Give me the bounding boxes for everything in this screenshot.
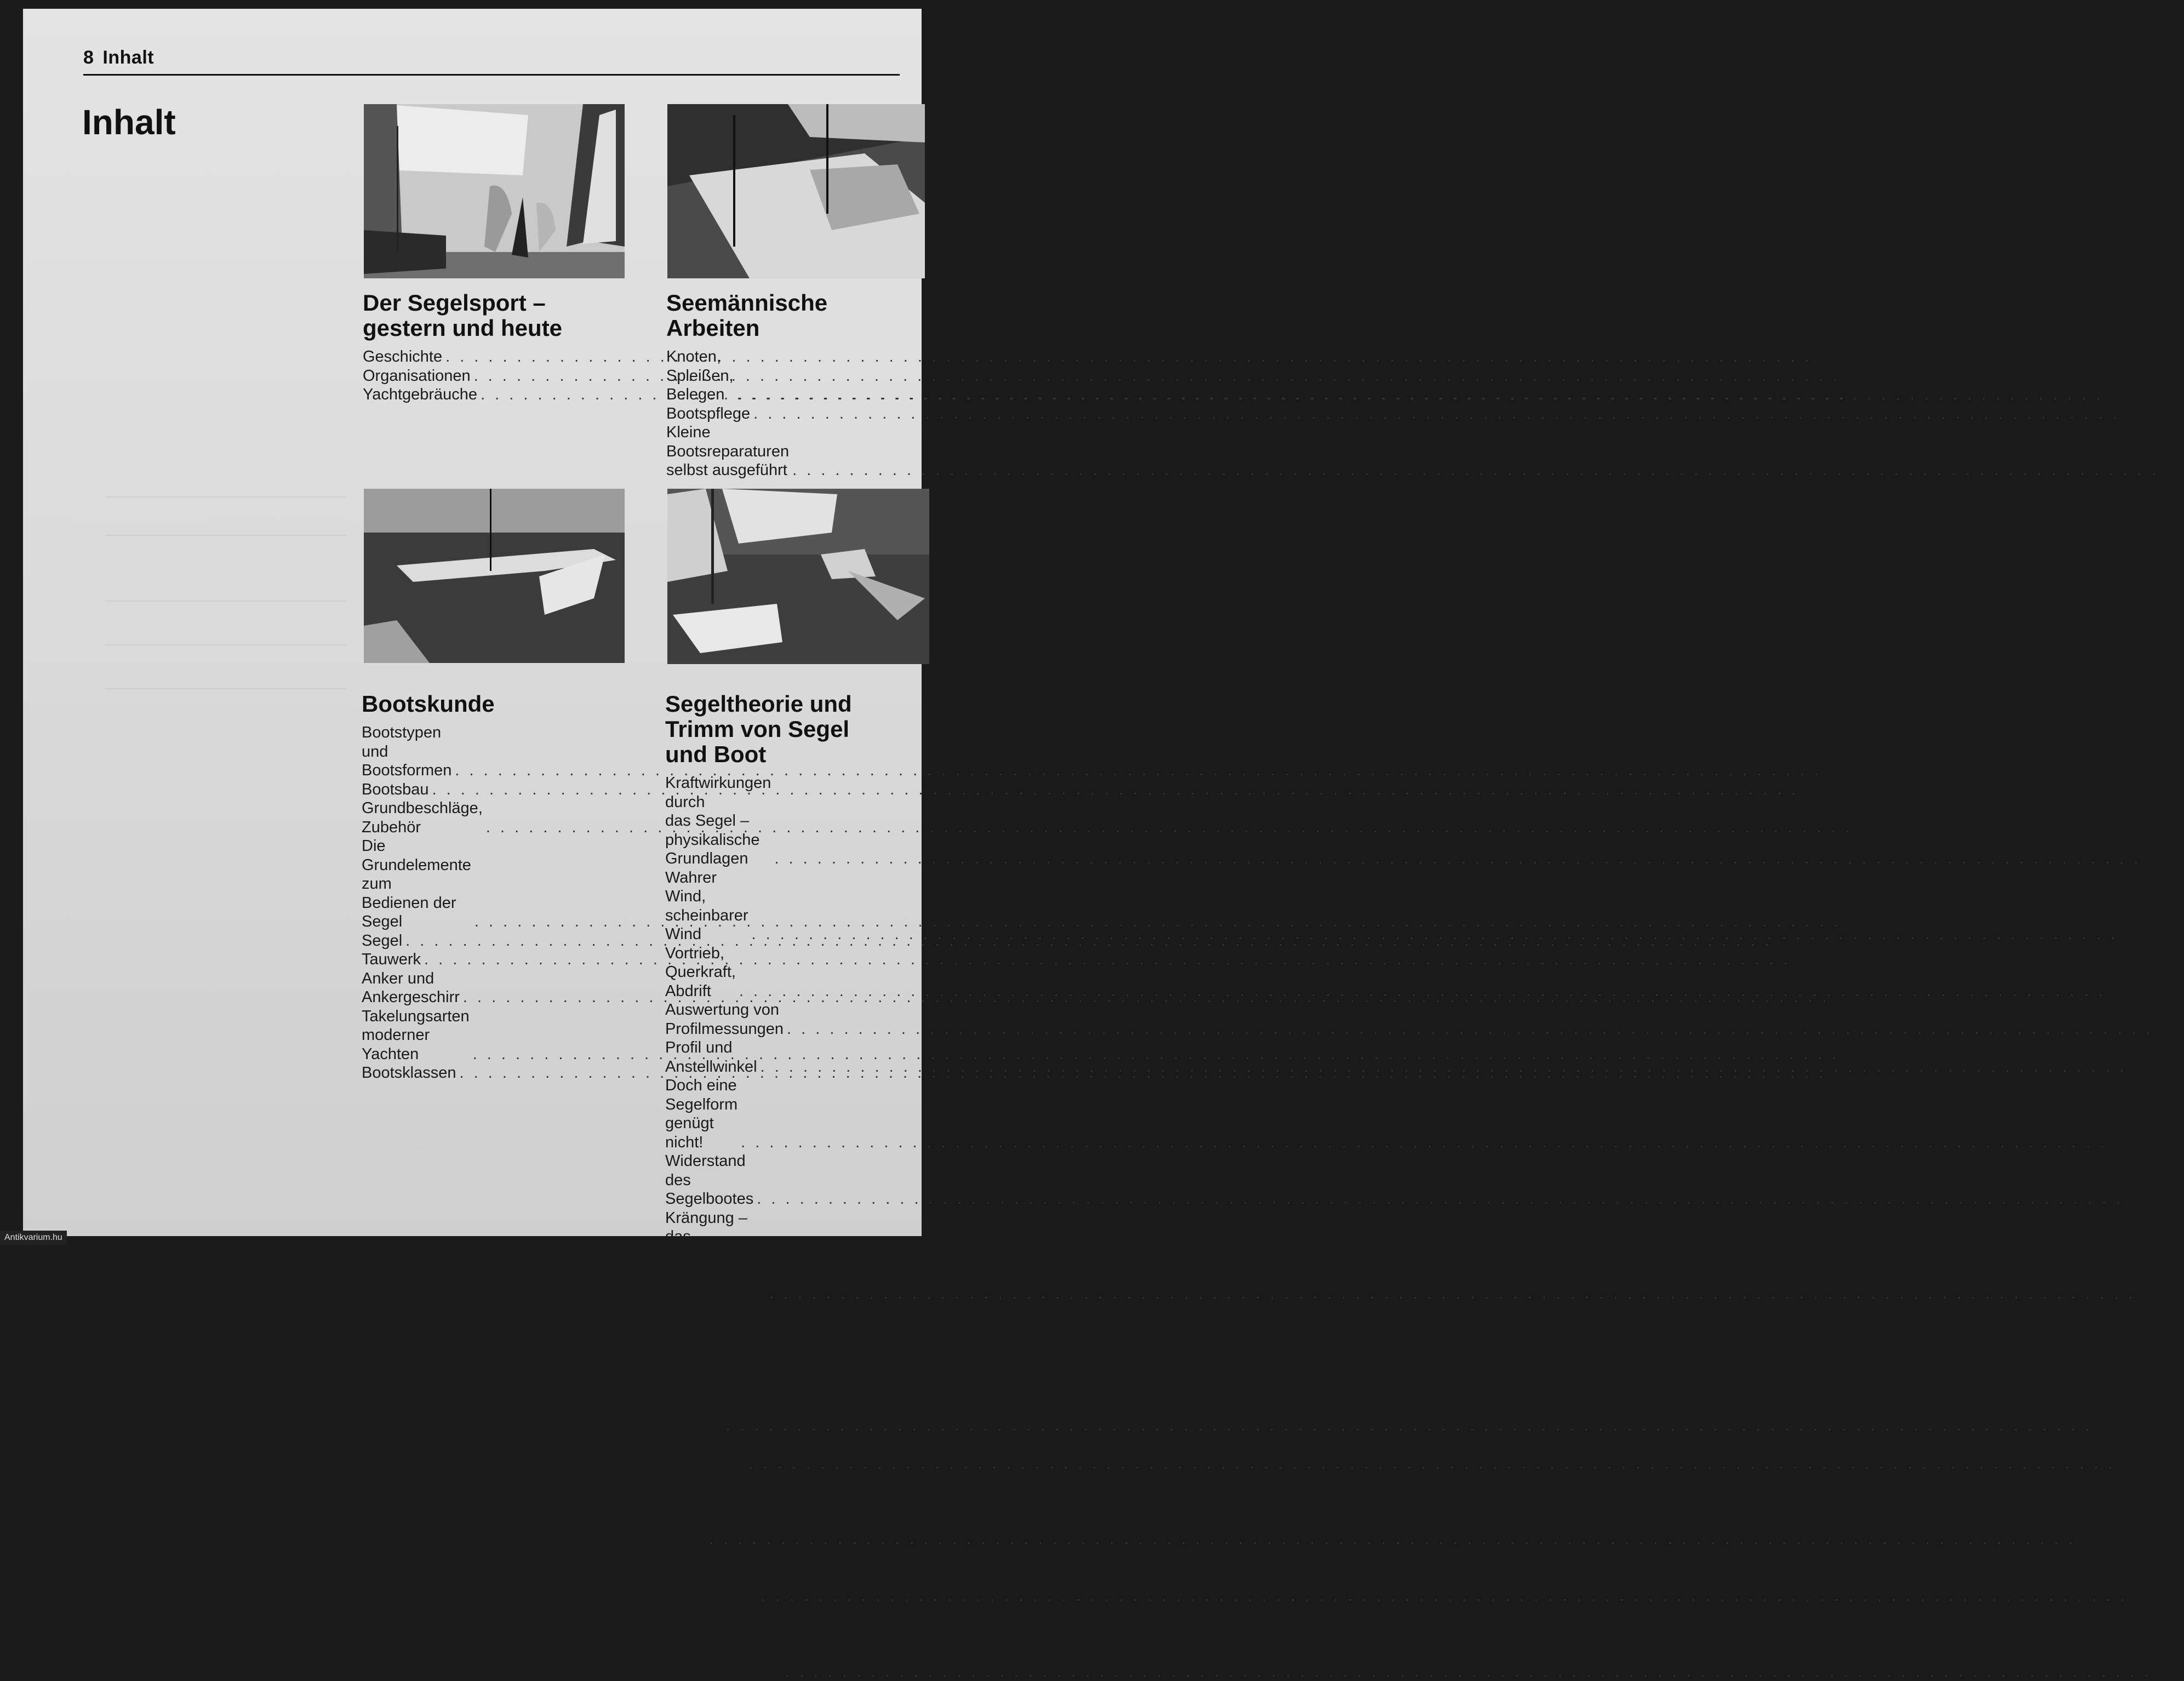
dot-leader [424, 950, 1791, 969]
toc-entry-title: Takelungsarten moderner Yachten [362, 1007, 470, 1064]
toc-entry-page: 92 [2111, 1133, 2132, 1152]
dot-leader [753, 404, 2120, 424]
toc-entry-page: 39 [1844, 912, 1866, 931]
dot-leader [741, 1133, 2107, 1152]
toc-entry-page: 12 [1815, 347, 1837, 367]
toc-entry-page: 65 [1843, 1045, 1865, 1064]
show-through-text [105, 496, 346, 498]
toc-entry-title: Bootsklassen [362, 1064, 456, 1083]
dot-leader [739, 982, 2106, 1001]
toc-entry-page: 37 [1856, 818, 1878, 837]
toc-entry-title: Organisationen [363, 367, 471, 386]
toc-entry[interactable] [666, 423, 927, 480]
toc-entry-page: 91 [2130, 1057, 2152, 1077]
toc-entry-page: 95 [2139, 1284, 2161, 1303]
toc-entry[interactable] [362, 1007, 625, 1064]
toc-entry[interactable] [362, 950, 625, 969]
toc-entry[interactable] [362, 969, 625, 1007]
toc-entry-page: 76 [2106, 385, 2128, 404]
dot-leader [757, 1190, 2123, 1209]
dot-leader [726, 1416, 2092, 1436]
page-title: Inhalt [82, 102, 176, 142]
toc-entry-page: 96 [2119, 1454, 2141, 1473]
page-number: 8 [83, 47, 94, 68]
toc-entry-title: Bootspflege [666, 404, 750, 424]
toc-entry-title: Bootstypen und Bootsformen [362, 723, 451, 780]
toc-entry[interactable] [362, 931, 625, 951]
header-rule [83, 74, 900, 76]
toc-entry-page: 26 [1850, 385, 1872, 404]
toc-entry[interactable] [665, 1436, 926, 1473]
toc-entry-page: 88 [2144, 849, 2166, 868]
section-heading-text: Seemännische Arbeiten [666, 290, 827, 341]
dinghy-racing-photo [667, 489, 929, 664]
section-segeltheorie [665, 691, 926, 1681]
toc-entry-title: Wahrer Wind, scheinbarer Wind [665, 868, 748, 944]
toc-entry-page: 32 [1802, 780, 1823, 799]
section-heading-text: Bootskunde [362, 691, 495, 717]
toc-entry[interactable] [665, 1038, 926, 1076]
toc-entry[interactable] [665, 944, 926, 1001]
dot-leader [774, 849, 2141, 868]
running-head [83, 47, 154, 68]
toc-entry[interactable] [665, 868, 926, 944]
toc-entry-title: Der Blick fürs Segel [665, 1473, 706, 1549]
dot-leader [769, 1284, 2136, 1303]
toc-entry-title: Die Grundelemente zum Bedienen der Segel [362, 837, 471, 931]
toc-entry[interactable] [665, 1303, 926, 1436]
toc-entry-title: Tauwerk [362, 950, 421, 969]
toc-entry[interactable] [665, 1605, 926, 1681]
toc-entry-title: Widerstand des Segelbootes [665, 1152, 753, 1209]
dot-leader [455, 761, 1821, 780]
toc-entry[interactable] [363, 347, 626, 367]
dot-leader [749, 1454, 2116, 1473]
toc-entry-title: Mittel zum Segeltrimm [665, 1436, 746, 1473]
sailing-yachts-photo [364, 104, 625, 278]
toc-entry-page: 96 [2096, 1416, 2118, 1436]
toc-entry-title: Bootsbau [362, 780, 429, 799]
show-through-text [105, 688, 346, 689]
toc-entry[interactable] [362, 780, 625, 799]
toc-entry-title: Doch eine Segelform genügt nicht! [665, 1076, 737, 1152]
dot-leader [761, 1587, 2128, 1606]
toc-entry-title: Anker und Ankergeschirr [362, 969, 460, 1007]
running-title: Inhalt [102, 47, 154, 68]
section-seemaennische-arbeiten [666, 290, 927, 480]
toc-entry-page: 83 [2162, 461, 2184, 480]
toc-entry[interactable] [362, 799, 625, 837]
toc-entry-title: Knoten, Spleißen, Belegen [666, 347, 734, 404]
toc-entry[interactable] [362, 837, 625, 931]
toc-entry-title: Profil und Anstellwinkel [665, 1038, 757, 1076]
toc-entry[interactable] [665, 1000, 926, 1038]
toc-entry[interactable] [665, 1473, 926, 1549]
dot-leader [761, 1057, 2127, 1077]
show-through-text [105, 535, 346, 536]
toc-entry-page: 47 [1775, 931, 1797, 951]
toc-entry-page: 90 [2157, 1020, 2179, 1039]
toc-entry[interactable] [666, 347, 927, 404]
dot-leader [752, 925, 2118, 944]
book-page [23, 9, 922, 1236]
toc-entry[interactable] [362, 723, 625, 780]
section-heading [666, 290, 927, 341]
toc-entry[interactable] [665, 1209, 926, 1303]
dot-leader [445, 347, 1812, 367]
toc-entry[interactable] [666, 404, 927, 424]
dot-leader [737, 385, 2103, 404]
toc-entry[interactable] [362, 1064, 625, 1083]
dot-leader [787, 1020, 2153, 1039]
show-through-text [105, 644, 346, 645]
toc-entry[interactable] [665, 1076, 926, 1152]
toc-entry-page: 98 [2079, 1530, 2101, 1549]
toc-entry-title: Segeltechnische Vorbereitung des Regattaseglers [665, 1605, 782, 1681]
toc-entry[interactable] [665, 774, 926, 868]
section-heading-text: Segeltheorie und Trimm von Segel und Boot [665, 691, 852, 767]
toc-entry[interactable] [665, 1549, 926, 1606]
watermark: Antikvarium.hu [0, 1231, 67, 1245]
yacht-deck-photo [667, 104, 925, 278]
toc-entry-title: Profil von Schwert bzw. Kiel und Ruder [665, 1303, 723, 1436]
section-heading [362, 691, 625, 717]
toc-entry-page: 99 [2131, 1587, 2153, 1606]
toc-entry[interactable] [363, 367, 626, 386]
section-heading [665, 691, 926, 767]
toc-entry-page: 66 [1829, 1064, 1851, 1083]
toc-entry-page: 89 [2121, 925, 2143, 944]
toc-entry-title: Geschichte [363, 347, 442, 367]
dot-leader [792, 461, 2159, 480]
dot-leader [432, 780, 1799, 799]
toc-entry-title: Kleine Bootsreparaturen selbst ausgeführt [666, 423, 789, 480]
toc-entry-title: Grundbeschläge, Zubehör [362, 799, 483, 837]
section-bootskunde [362, 691, 625, 1083]
toc-entry-page: 61 [1794, 950, 1816, 969]
toc-entry-title: Auswertung von Profilmessungen [665, 1000, 784, 1038]
dot-leader [709, 1530, 2076, 1549]
toc-entry-title: Vortrieb, Querkraft, Abdrift [665, 944, 736, 1001]
toc-entry-page: 78 [2123, 404, 2145, 424]
toc-entry-title: Bewegungen – erwünscht oder nicht? [665, 1549, 758, 1606]
toc-entry-page: 92 [2126, 1190, 2148, 1209]
toc-entry-page: 89 [2109, 982, 2131, 1001]
toc-entry-page: 99 [2155, 1662, 2177, 1681]
trimaran-harbor-photo [364, 489, 625, 663]
toc-entry-page: 24 [1844, 367, 1866, 386]
toc-entry-title: Krängung – das Gleichgewicht der Drehmomente [665, 1209, 766, 1303]
sailing-yachts-spinnaker-photo [364, 104, 625, 278]
section-heading [363, 290, 626, 341]
dot-leader [785, 1662, 2152, 1681]
toc-entry-page: 30 [1825, 761, 1846, 780]
dinghy-photo-frame [667, 489, 929, 664]
section-heading-text: Der Segelsport – gestern und heute [363, 290, 562, 341]
toc-entry-page: 64 [1833, 988, 1855, 1007]
show-through-text [105, 601, 346, 602]
trimaran-photo-frame [364, 489, 625, 663]
toc-entry-title: Segel [362, 931, 402, 951]
toc-entry-title: Kraftwirkungen durch das Segel – physikalische Grundlagen [665, 774, 771, 868]
toc-entry[interactable] [665, 1152, 926, 1209]
toc-entry-title: Yachtgebräuche [363, 385, 477, 404]
toc-entry[interactable] [363, 385, 626, 404]
yacht-deck-photo-frame [667, 104, 925, 278]
section-segelsport [363, 290, 626, 404]
